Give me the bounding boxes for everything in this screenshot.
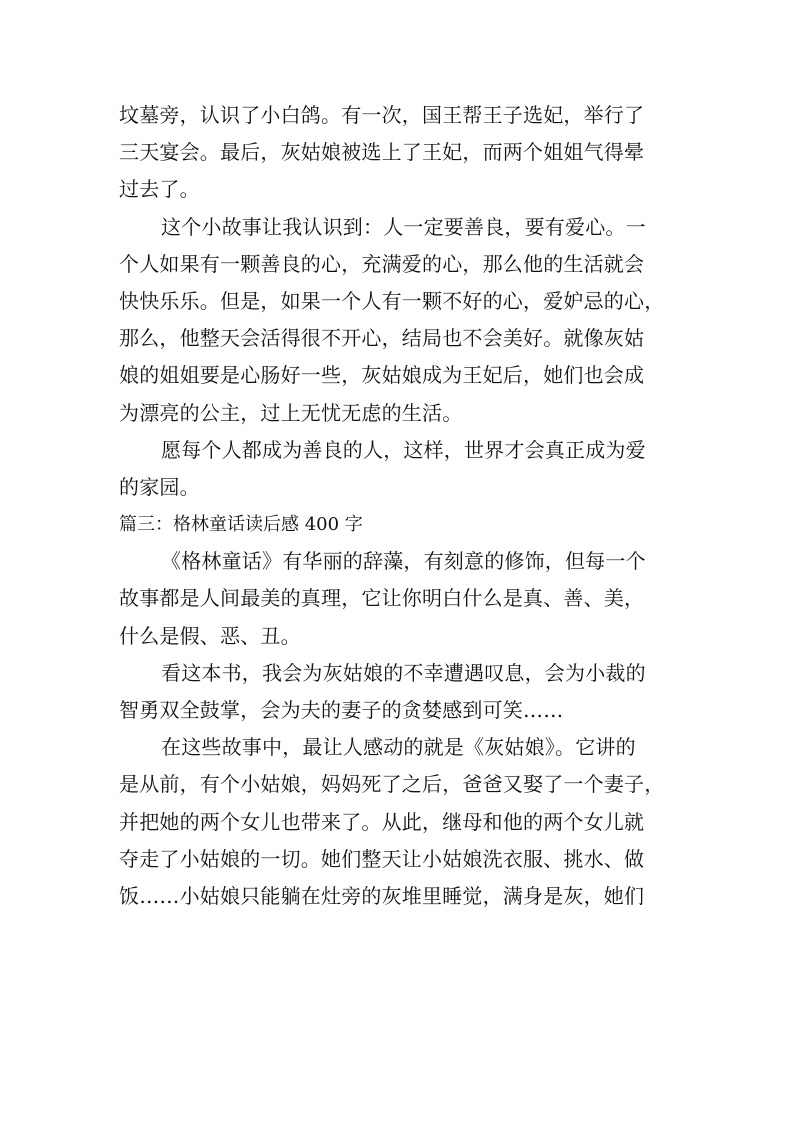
text-line: 的家园。 [119,474,200,499]
paragraph-1 [119,97,684,209]
text-line: 故事都是人间最美的真理，它让你明白什么是真、善、美， [119,586,645,611]
document-content [119,97,684,915]
text-line: 智勇双全鼓掌，会为夫的妻子的贪婪感到可笑…… [119,698,564,722]
text-line: 为漂亮的公主，过上无忧无虑的生活。 [119,400,463,425]
text-line: 过去了。 [119,177,200,202]
text-line: 这个小故事让我认识到：人一定要善良，要有爱心。一 [161,214,646,239]
text-line: 夺走了小姑娘的一切。她们整天让小姑娘洗衣服、挑水、做 [119,846,645,871]
text-line: 饭……小姑娘只能躺在灶旁的灰堆里睡觉，满身是灰，她们 [119,883,645,908]
text-line: 三天宴会。最后，灰姑娘被选上了王妃，而两个姐姐气得晕 [119,140,645,165]
text-line: 并把她的两个女儿也带来了。从此，继母和他的两个女儿就 [119,809,645,834]
text-line: 快快乐乐。但是，如果一个人有一颗不好的心，爱妒忌的心， [119,288,665,313]
paragraph-2 [119,209,684,432]
text-line: 娘的姐姐要是心肠好一些，灰姑娘成为王妃后，她们也会成 [119,363,645,388]
paragraph-5 [119,655,684,729]
text-line: 在这些故事中，最让人感动的就是《灰姑娘》。它讲的 [161,735,636,760]
text-line: 看这本书，我会为灰姑娘的不幸遭遇叹息，会为小裁的 [161,660,646,685]
text-line: 个人如果有一颗善良的心，充满爱的心，那么他的生活就会 [119,251,645,276]
paragraph-4 [119,543,684,655]
paragraph-3 [119,432,684,506]
text-line: 是从前，有个小姑娘，妈妈死了之后，爸爸又娶了一个妻子， [119,772,665,797]
section-heading: 篇三：格林童话读后感 400 字 [119,514,363,536]
text-line: 那么，他整天会活得很不开心，结局也不会美好。就像灰姑 [119,326,645,351]
text-line: 愿每个人都成为善良的人，这样，世界才会真正成为爱 [161,437,646,462]
text-line: 什么是假、恶、丑。 [119,623,301,648]
text-line: 《格林童话》有华丽的辞藻，有刻意的修饰，但每一个 [161,549,646,574]
paragraph-6 [119,729,684,915]
text-line: 坟墓旁，认识了小白鸽。有一次，国王帮王子选妃，举行了 [119,103,645,127]
